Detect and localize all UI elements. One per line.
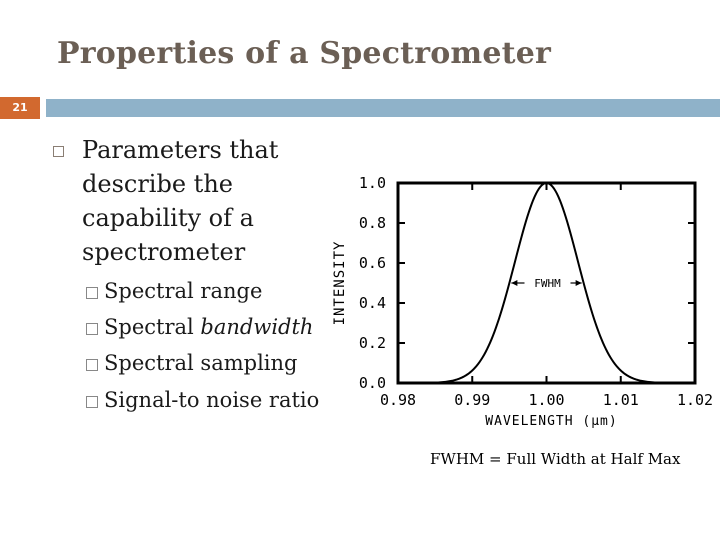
y-tick-label: 0.2 (358, 334, 386, 352)
y-tick-label: 0.4 (358, 294, 386, 312)
sub-bullet-pre: Signal-to noise ratio (104, 388, 320, 412)
main-bullet-line: describe the (82, 170, 233, 198)
fwhm-annotation: FWHM (534, 277, 561, 290)
y-tick-label: 0.6 (358, 254, 386, 272)
fwhm-arrowhead-left (511, 280, 517, 286)
sub-bullet-spectral-bandwidth (86, 315, 313, 339)
sub-bullet-box-icon (86, 323, 98, 335)
main-bullet-line: Parameters that (82, 136, 279, 164)
main-bullet-text (82, 133, 322, 269)
sub-bullet-pre: Spectral (104, 315, 201, 339)
slide-title: Properties of a Spectrometer (57, 36, 552, 71)
y-tick-label: 1.0 (358, 175, 386, 192)
sub-bullet-post: sampling (200, 351, 298, 375)
sub-bullet-emph: bandwidth (200, 315, 314, 339)
fwhm-arrowhead-right (576, 280, 582, 286)
slide-number: 21 (0, 97, 40, 119)
bullet-square-icon (53, 146, 64, 157)
y-axis-label: INTENSITY (332, 240, 348, 326)
x-axis-label: WAVELENGTH (μm) (485, 414, 618, 429)
main-bullet-line: capability of a (82, 204, 254, 232)
sub-bullet-box-icon (86, 396, 98, 408)
y-tick-label: 0.8 (358, 214, 386, 232)
x-tick-label: 0.99 (454, 391, 491, 409)
header-bar (46, 99, 720, 117)
sub-bullet-post: range (200, 279, 263, 303)
sub-bullet-box-icon (86, 287, 98, 299)
sub-bullet-box-icon (86, 359, 98, 371)
chart-caption: FWHM = Full Width at Half Max (430, 450, 681, 468)
sub-bullet-pre: Spectral (104, 279, 201, 303)
fwhm-chart (320, 175, 720, 435)
sub-bullet-pre: Spectral (104, 351, 201, 375)
sub-bullet-spectral-sampling (86, 351, 297, 375)
sub-bullet-snr (86, 388, 319, 412)
x-tick-label: 0.98 (379, 391, 417, 409)
x-tick-label: 1.01 (602, 391, 639, 409)
x-tick-label: 1.02 (676, 391, 714, 409)
x-tick-label: 1.00 (528, 391, 565, 409)
sub-bullet-spectral-range (86, 279, 262, 303)
main-bullet-line: spectrometer (82, 238, 246, 266)
y-tick-label: 0.0 (358, 374, 386, 392)
